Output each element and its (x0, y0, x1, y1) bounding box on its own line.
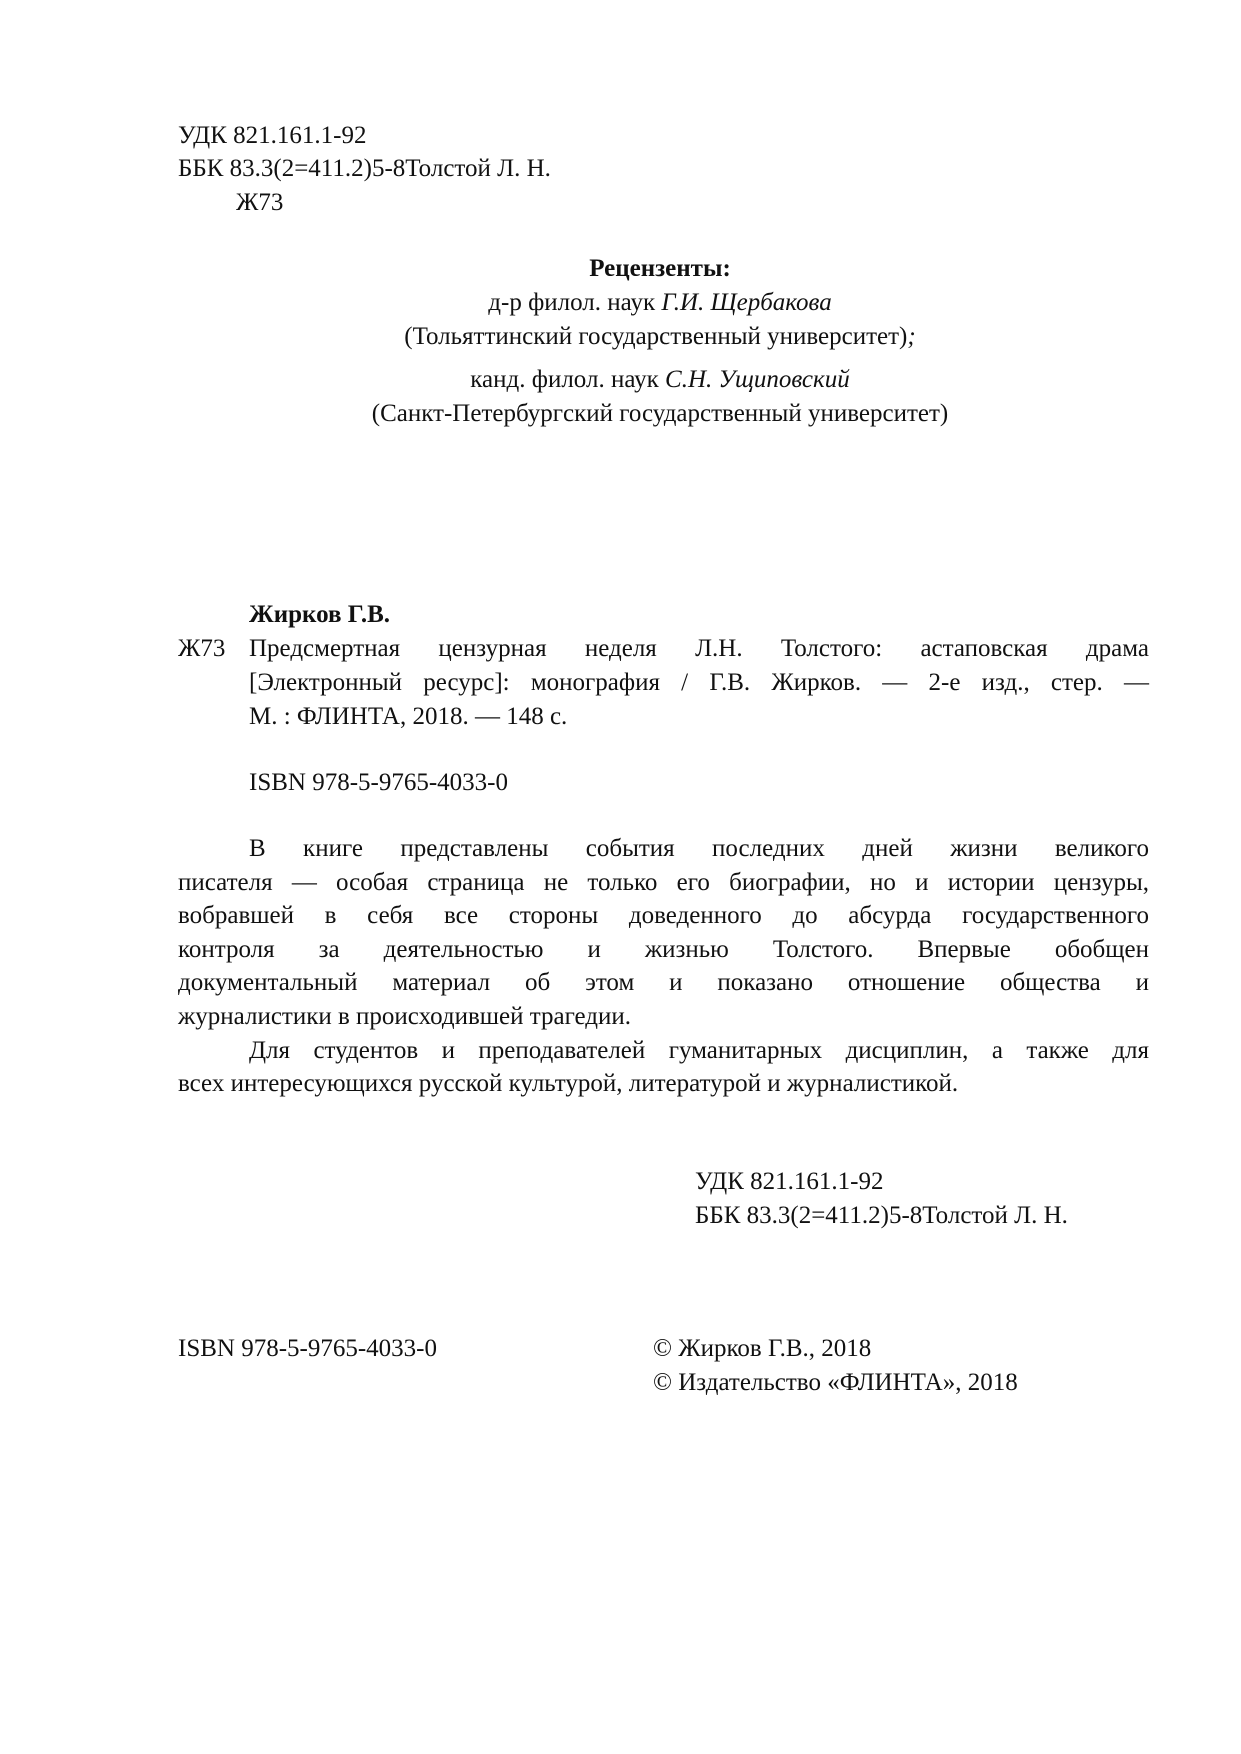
reviewer-1-degree: д-р филол. наук (488, 289, 662, 316)
bottom-bbk: ББК 83.3(2=411.2)5-8Толстой Л. Н. (695, 1202, 1068, 1229)
reviewer-1-affiliation-text: (Тольяттинский государственный университет) (404, 323, 908, 350)
top-udk: УДК 821.161.1-92 (178, 122, 367, 149)
reviewer-1 (260, 286, 1060, 319)
annotation-line: писателя — особая страница не только его биографии, но и истории цензуры, (178, 869, 1149, 896)
copyright-author: © Жирков Г.В., 2018 (653, 1335, 872, 1362)
record-line-1: Предсмертная цензурная неделя Л.Н. Толстого: астаповская драма (249, 635, 1149, 662)
annotation-line: всех интересующихся русской культурой, литературой и журналистикой. (178, 1070, 959, 1097)
bottom-udk: УДК 821.161.1-92 (695, 1168, 884, 1195)
reviewer-2-degree: канд. филол. наук (470, 366, 666, 393)
reviewer-1-affiliation (260, 320, 1060, 353)
reviewer-1-name: Г.И. Щербакова (661, 289, 832, 316)
top-author-code: Ж73 (236, 189, 284, 216)
record-isbn: ISBN 978-5-9765-4033-0 (249, 769, 509, 796)
annotation-line: журналистики в происходившей трагедии. (178, 1003, 632, 1030)
reviewer-2-name: С.Н. Ущиповский (665, 366, 850, 393)
record-author-code: Ж73 (178, 635, 226, 662)
top-bbk: ББК 83.3(2=411.2)5-8Толстой Л. Н. (178, 155, 551, 182)
record-line-2: [Электронный ресурс]: монография / Г.В. Жирков. — 2-е изд., стер. — (249, 669, 1149, 696)
reviewers-title: Рецензенты: (589, 255, 731, 282)
reviewer-2 (260, 363, 1060, 396)
footer-isbn: ISBN 978-5-9765-4033-0 (178, 1335, 438, 1362)
annotation-line: В книге представлены события последних дней жизни великого (249, 835, 1149, 862)
record-author: Жирков Г.В. (249, 601, 390, 628)
annotation-line: Для студентов и преподавателей гуманитарных дисциплин, а также для (249, 1037, 1149, 1064)
record-line-3: М. : ФЛИНТА, 2018. — 148 с. (249, 703, 568, 730)
annotation-line: контроля за деятельностью и жизнью Толстого. Впервые обобщен (178, 936, 1149, 963)
reviewer-2-affiliation: (Санкт-Петербургский государственный университет) (371, 400, 949, 427)
copyright-publisher: © Издательство «ФЛИНТА», 2018 (653, 1369, 1018, 1396)
annotation-line: документальный материал об этом и показано отношение общества и (178, 969, 1149, 996)
reviewer-1-punct: ; (907, 323, 916, 350)
annotation-line: вобравшей в себя все стороны доведенного до абсурда государственного (178, 902, 1149, 929)
